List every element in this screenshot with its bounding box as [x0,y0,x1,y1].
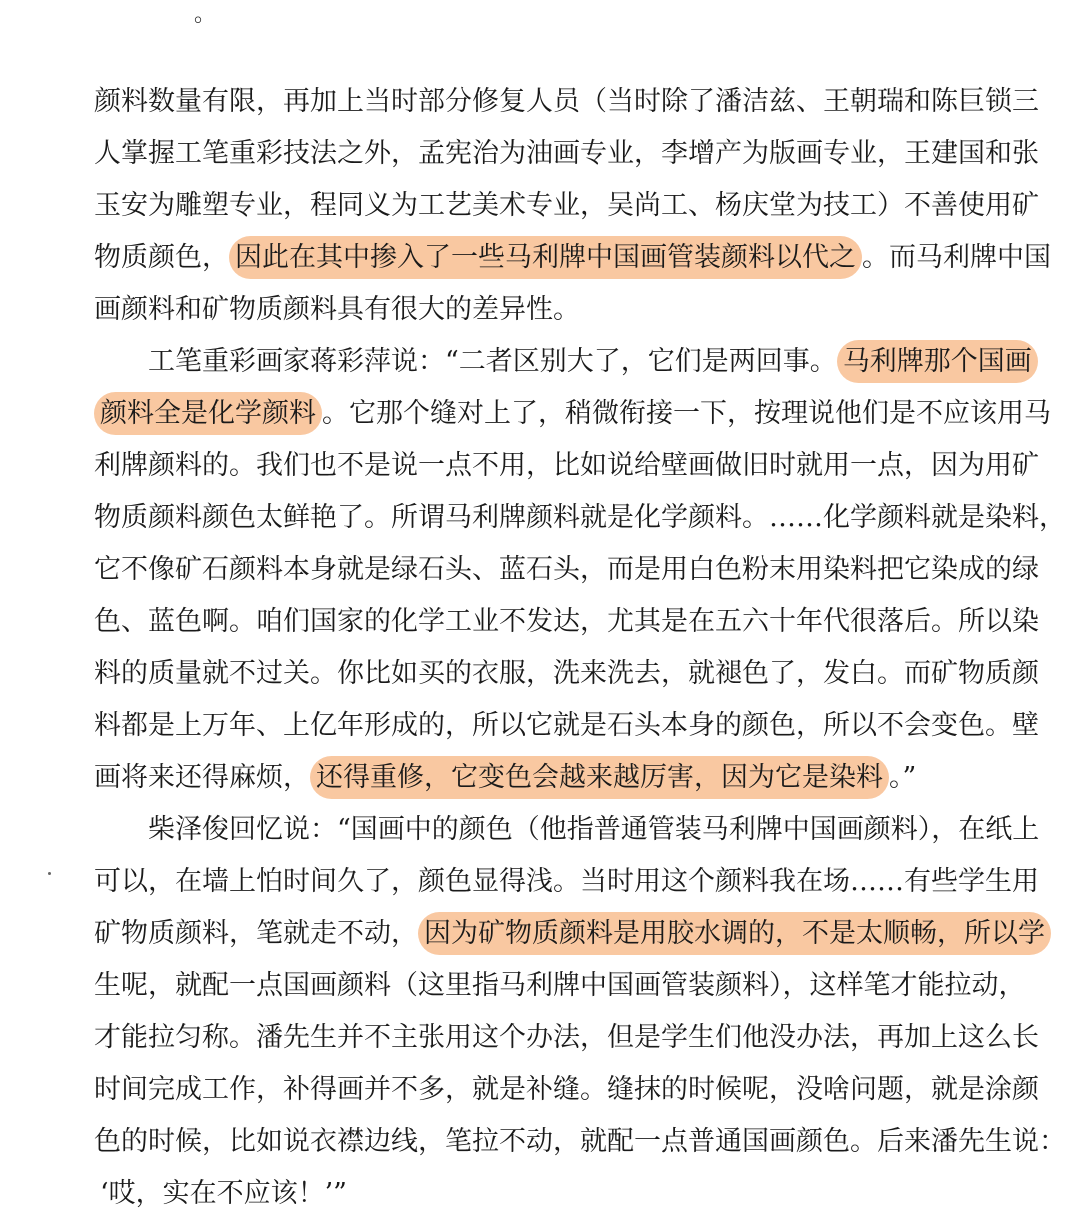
text-segment: 工笔重彩画家蒋彩萍说：“二者区别大了，它们是两回事。 [148,346,837,377]
text-segment: 矿物质颜料，笔就走不动， [94,918,418,949]
text-segment: 画颜料和矿物质颜料具有很大的差异性。 [94,294,580,325]
text-line [94,700,1039,752]
text-segment: 物质颜料颜色太鲜艳了。所谓马利牌颜料就是化学颜料。……化学颜料就是染料， [94,502,1066,533]
text-line [94,128,1039,180]
text-segment: 利牌颜料的。我们也不是说一点不用，比如说给壁画做旧时就用一点，因为用矿 [94,450,1039,481]
text-segment: 。” [889,762,917,793]
text-line [94,596,1039,648]
text-line [94,544,1039,596]
text-segment: ‘哎，实在不应该！’” [100,1178,347,1209]
text-line [94,76,1039,128]
text-segment: 。而马利牌中国 [862,242,1051,273]
text-line [94,336,1032,388]
highlighted-text: 因此在其中掺入了一些马利牌中国画管装颜料以代之 [229,236,862,279]
text-line [94,180,1039,232]
highlighted-text: 还得重修，它变色会越来越厉害，因为它是染料 [310,756,889,799]
text-line [94,232,1051,284]
text-segment: 可以，在墙上怕时间久了，颜色显得浅。当时用这个颜料我在场……有些学生用 [94,866,1039,897]
text-line [94,1012,1039,1064]
highlighted-text: 马利牌那个国画 [837,340,1038,383]
paragraph [94,336,1066,804]
text-segment: 色、蓝色啊。咱们国家的化学工业不发达，尤其是在五六十年代很落后。所以染 [94,606,1039,637]
text-segment: 生呢，就配一点国画颜料（这里指马利牌中国画管装颜料），这样笔才能拉动， [94,970,1026,1001]
text-line [94,388,1051,440]
text-segment: 料都是上万年、上亿年形成的，所以它就是石头本身的颜色，所以不会变色。壁 [94,710,1039,741]
text-line [94,648,1039,700]
text-line [94,492,1066,544]
scan-speck [48,872,51,875]
document-body [94,76,1066,1220]
text-segment: 才能拉匀称。潘先生并不主张用这个办法，但是学生们他没办法，再加上这么长 [94,1022,1039,1053]
text-segment: 人掌握工笔重彩技法之外，孟宪治为油画专业，李增产为版画专业，王建国和张 [94,138,1039,169]
text-line [94,960,1026,1012]
text-segment: 它不像矿石颜料本身就是绿石头、蓝石头，而是用白色粉末用染料把它染成的绿 [94,554,1039,585]
text-line [94,856,1039,908]
text-line [94,1168,999,1220]
paragraph [94,76,1051,336]
text-line [94,284,999,336]
text-segment: 物质颜色， [94,242,229,273]
top-punctuation: 。 [194,2,217,27]
highlighted-text: 因为矿物质颜料是用胶水调的，不是太顺畅，所以学 [418,912,1051,955]
text-line [94,804,1040,856]
text-segment: 时间完成工作，补得画并不多，就是补缝。缝抹的时候呢，没啥问题，就是涂颜 [94,1074,1039,1105]
text-segment: 料的质量就不过关。你比如买的衣服，洗来洗去，就褪色了，发白。而矿物质颜 [94,658,1039,689]
text-line [94,1064,1039,1116]
text-segment: 。它那个缝对上了，稍微衔接一下，按理说他们是不应该用马 [322,398,1051,429]
text-segment: 玉安为雕塑专业，程同义为工艺美术专业，吴尚工、杨庆堂为技工）不善使用矿 [94,190,1039,221]
paragraph [94,804,1066,1220]
text-segment: 画将来还得麻烦， [94,762,310,793]
text-line [94,752,999,804]
text-segment: 色的时候，比如说衣襟边线，笔拉不动，就配一点普通国画颜色。后来潘先生说： [94,1126,1066,1157]
text-line [94,440,1039,492]
text-line [94,908,1045,960]
text-segment: 颜料数量有限，再加上当时部分修复人员（当时除了潘洁兹、王朝瑞和陈巨锁三 [94,86,1039,117]
text-segment: 柴泽俊回忆说：“国画中的颜色（他指普通管装马利牌中国画颜料），在纸上 [148,814,1040,845]
text-line [94,1116,1066,1168]
highlighted-text: 颜料全是化学颜料 [94,392,322,435]
